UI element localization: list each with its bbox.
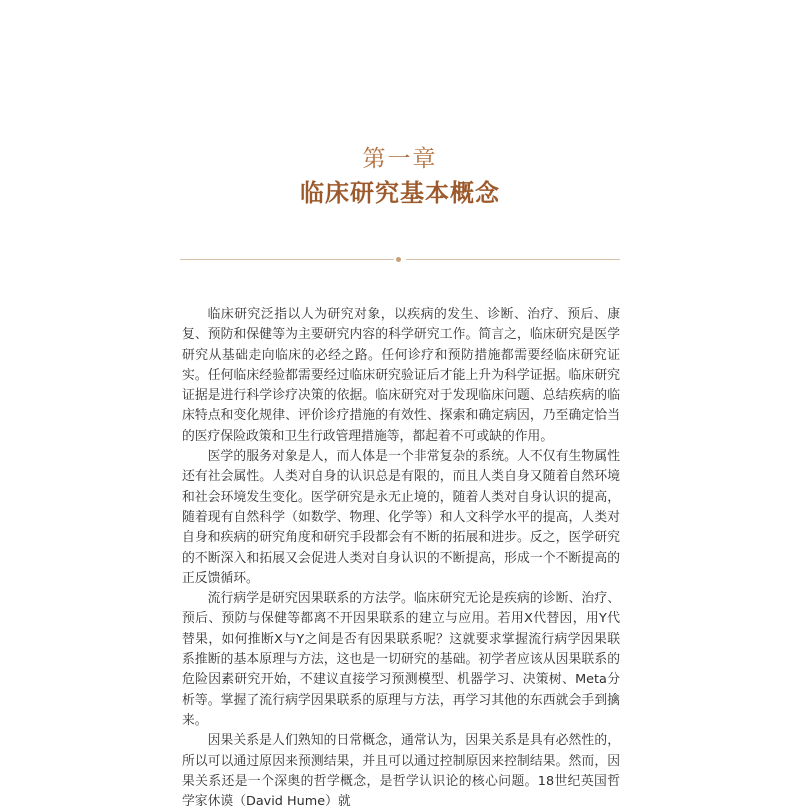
divider-dot-icon <box>396 257 401 262</box>
chapter-number: 第一章 <box>362 146 438 172</box>
divider-line-left <box>180 259 394 260</box>
divider-line-right <box>406 259 620 260</box>
paragraph-2: 医学的服务对象是人，而人体是一个非常复杂的系统。人不仅有生物属性还有社会属性。人类对自身的认识总是有限的，而且人类自身又随着自然环境和社会环境发生变化。医学研究是永无止境的，随着人类对自身认识的提高，随着现有自然科学（如数学、物理、化学等）和人文科学水平的提高，人类对自身和疾病的研究角度和研究手段都会有不断的拓展和进步。反之，医学研究的不断深入和拓展又会促进人类对自身认识的不断提高，形成一个不断提高的正反馈循环。 <box>182 449 620 586</box>
paragraph-3: 流行病学是研究因果联系的方法学。临床研究无论是疾病的诊断、治疗、预后、预防与保健等都离不开因果联系的建立与应用。若用X代替因，用Y代替果，如何推断X与Y之间是否有因果联系呢？这就要求掌握流行病学因果联系推断的基本原理与方法，这也是一切研究的基础。初学者应该从因果联系的危险因素研究开始，不建议直接学习预测模型、机器学习、决策树、Meta分析等。掌握了流行病学因果联系的原理与方法，再学习其他的东西就会手到擒来。 <box>182 591 620 728</box>
chapter-title: 临床研究基本概念 <box>300 179 500 207</box>
paragraph-1: 临床研究泛指以人为研究对象，以疾病的发生、诊断、治疗、预后、康复、预防和保健等为主要研究内容的科学研究工作。简言之，临床研究是医学研究从基础走向临床的必经之路。任何诊疗和预防措施都需要经临床研究证实。任何临床经验都需要经过临床研究验证后才能上升为科学证据。临床研究证据是进行科学诊疗决策的依据。临床研究对于发现临床问题、总结疾病的临床特点和变化规律、评价诊疗措施的有效性、探索和确定病因，乃至确定恰当的医疗保险政策和卫生行政管理措施等，都起着不可或缺的作用。 <box>182 307 620 444</box>
paragraph-4: 因果关系是人们熟知的日常概念，通常认为，因果关系是具有必然性的，所以可以通过原因来预测结果，并且可以通过控制原因来控制结果。然而，因果关系还是一个深奥的哲学概念，是哲学认识论的核心问题。18世纪英国哲学家休谟（David Hume）就 <box>182 733 620 810</box>
body-text <box>182 305 620 812</box>
ornamental-divider <box>180 256 620 264</box>
